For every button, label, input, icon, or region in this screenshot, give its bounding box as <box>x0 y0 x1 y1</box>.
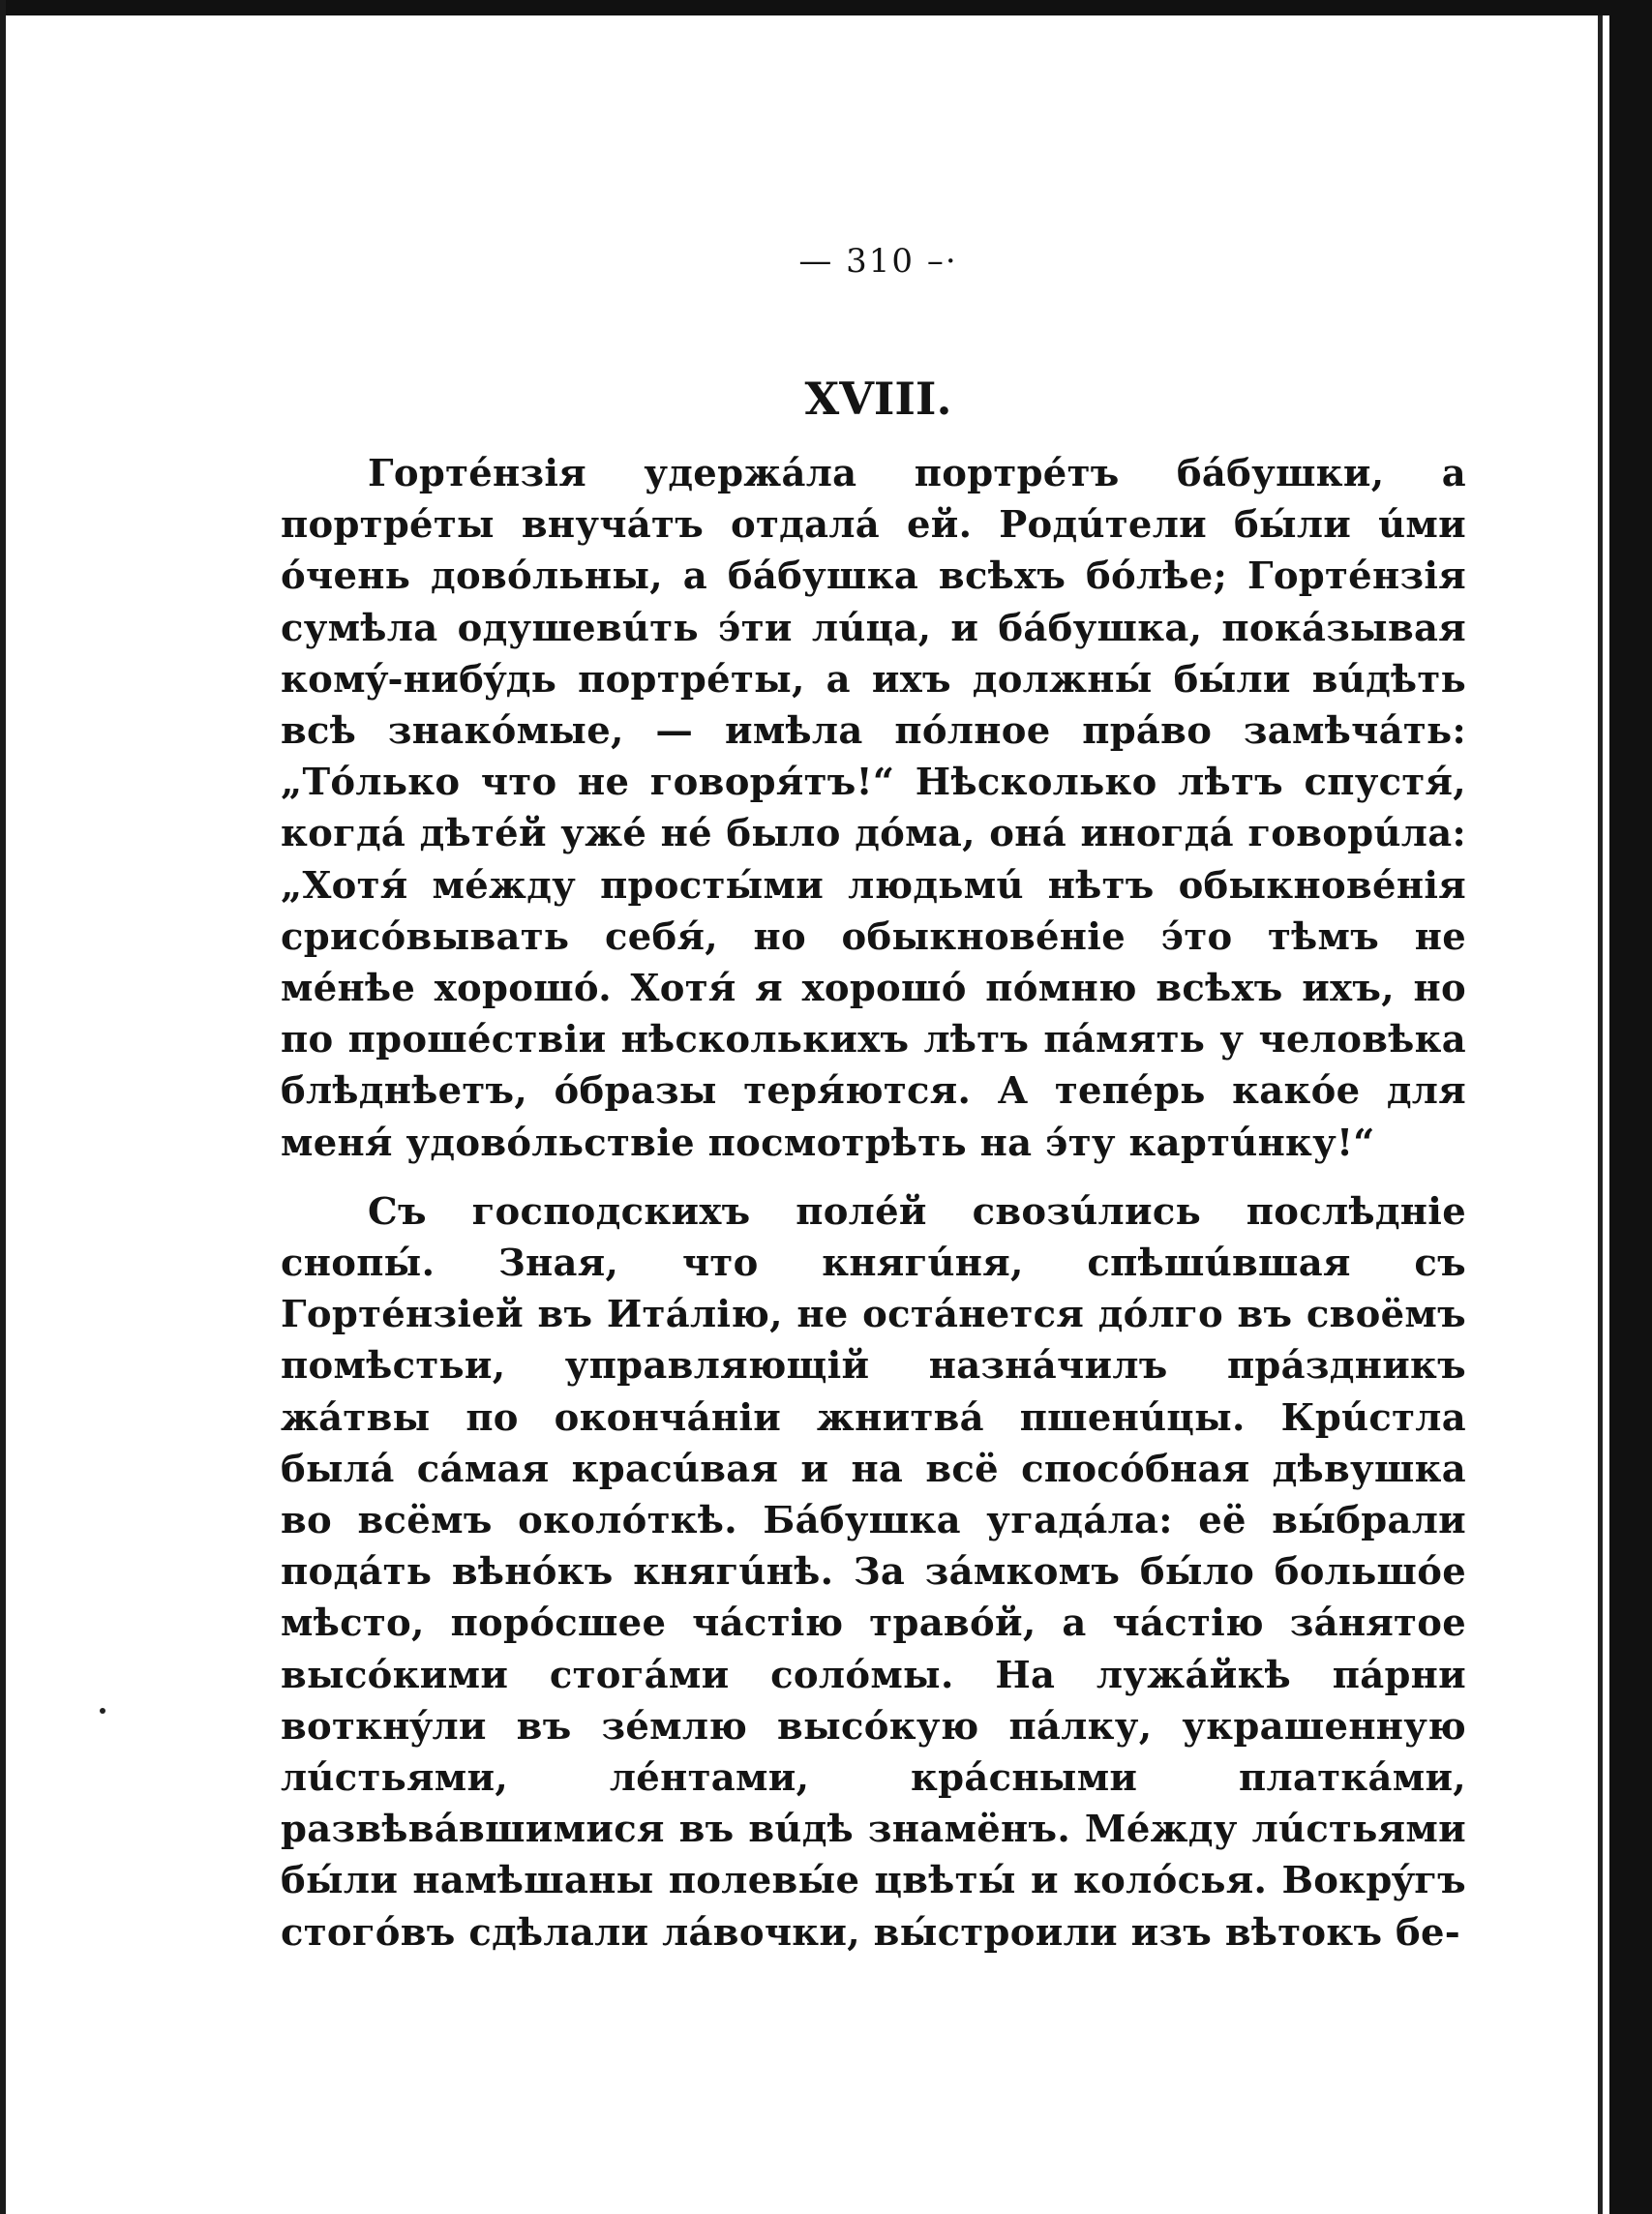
paragraph-1: Гортéнзія удержáла портрéтъ бáбушки, а портрéты внучáтъ отдалá ей. Родúтели бы́ли úми óчень довóльны, а бáбушка всѣхъ бóлѣе; Гортéнзія сумѣла одушевúть э́ти лúца, и бáбушка, покáзывая комý-нибýдь портрéты, а ихъ должны́ бы́ли вúдѣть всѣ знакóмые, — имѣла пóлное прáво замѣчáть: „Тóлько что не говоря́тъ!“ Нѣсколько лѣтъ спустя́, когдá дѣтéй ужé нé было дóма, онá иногдá говорúла: „Хотя́ мéжду просты́ми людьмú нѣтъ обыкновéнія срисóвывать себя́, но обыкновéніе э́то тѣмъ не мéнѣе хорошó. Хотя́ я хорошó пóмню всѣхъ ихъ, но по прошéствіи нѣсколькихъ лѣтъ пáмять у человѣка блѣднѣетъ, óбразы теря́ются. А тепéрь какóе для меня́ удовóльствіе посмотрѣть на э́ту картúнку!“ <box>281 452 1466 1165</box>
scan-border-inner-line <box>1598 15 1603 2214</box>
page-number: — 310 –· <box>798 242 958 281</box>
scan-border-right <box>1609 0 1652 2214</box>
chapter-heading: XVIII. <box>804 373 952 425</box>
scan-border-left <box>0 0 6 2214</box>
scan-border-top <box>0 0 1652 15</box>
paragraph-2: Съ господскихъ полéй свозúлись послѣдніе снопы́. Зная, что княгúня, спѣшúвшая съ Гортéнзіей въ Итáлію, не остáнется дóлго въ своёмъ помѣстьи, управляющій назнáчилъ прáздникъ жáтвы по окончáніи жнитвá пшенúцы. Крúстла былá сáмая красúвая и на всё спосóбная дѣвушка во всёмъ околóткѣ. Бáбушка угадáла: её вы́брали подáть вѣнóкъ княгúнѣ. За зáмкомъ бы́ло большóе мѣсто, порóсшее чáстію травóй, а чáстію зáнятое высóкими стогáми солóмы. На лужáйкѣ пáрни воткнýли въ зéмлю высóкую пáлку, украшенную лúстьями, лéнтами, крáсными платкáми, развѣвáвшимися въ вúдѣ знамёнъ. Мéжду лúстьями бы́ли намѣшаны полевы́е цвѣты́ и колóсья. Вокрýгъ стогóвъ сдѣлали лáвочки, вы́строили изъ вѣтокъ бе- <box>281 1189 1466 1955</box>
book-page <box>281 242 1466 1976</box>
scan-speck <box>100 1708 105 1714</box>
